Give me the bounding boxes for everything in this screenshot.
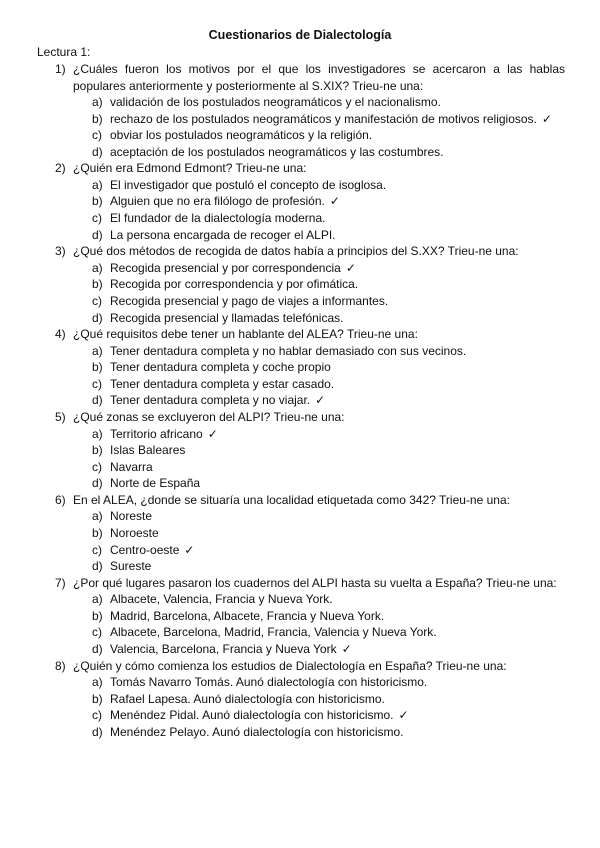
option-list xyxy=(0,674,600,740)
option-text xyxy=(110,260,356,277)
answer-option xyxy=(0,293,600,310)
option-letter: a) xyxy=(92,592,103,607)
option-letter: d) xyxy=(92,310,103,325)
option-letter: c) xyxy=(92,542,102,557)
answer-option xyxy=(0,508,600,525)
option-text xyxy=(110,293,388,310)
question xyxy=(0,326,600,409)
question xyxy=(0,492,600,575)
option-label: Territorio africano xyxy=(110,426,203,441)
answer-option xyxy=(0,475,600,492)
question-number: 3) xyxy=(55,244,66,259)
question-text: En el ALEA, ¿donde se situaría una localidad etiquetada como 342? Trieu-ne una: xyxy=(73,492,510,507)
option-text xyxy=(110,310,343,327)
answer-option xyxy=(0,591,600,608)
option-text xyxy=(110,459,153,476)
option-text xyxy=(110,591,333,608)
checkmark-icon: ✓ xyxy=(184,542,195,557)
question-text: ¿Quién era Edmond Edmont? Trieu-ne una: xyxy=(73,161,307,176)
answer-option xyxy=(0,442,600,459)
option-label: Navarra xyxy=(110,459,153,474)
option-letter: a) xyxy=(92,177,103,192)
option-letter: c) xyxy=(92,211,102,226)
option-label: Tomás Navarro Tomás. Aunó dialectología con historicismo. xyxy=(110,675,428,690)
option-letter: a) xyxy=(92,675,103,690)
question-number: 7) xyxy=(55,575,66,590)
option-letter: b) xyxy=(92,691,103,706)
option-label: Albacete, Valencia, Francia y Nueva York. xyxy=(110,592,333,607)
checkmark-icon: ✓ xyxy=(207,426,218,441)
option-text xyxy=(110,193,340,210)
option-text xyxy=(110,707,409,724)
option-letter: a) xyxy=(92,426,103,441)
page-title: Cuestionarios de Dialectología xyxy=(208,28,392,42)
answer-option xyxy=(0,707,600,724)
answer-option xyxy=(0,359,600,376)
option-letter: d) xyxy=(92,559,103,574)
answer-option xyxy=(0,525,600,542)
answer-option xyxy=(0,608,600,625)
option-list xyxy=(0,508,600,574)
option-letter: c) xyxy=(92,708,102,723)
option-text xyxy=(110,475,200,492)
answer-option xyxy=(0,392,600,409)
option-letter: d) xyxy=(92,642,103,657)
option-letter: d) xyxy=(92,144,103,159)
option-label: Alguien que no era filólogo de profesión. xyxy=(110,194,325,209)
option-letter: c) xyxy=(92,459,102,474)
option-letter: b) xyxy=(92,194,103,209)
option-letter: c) xyxy=(92,376,102,391)
question xyxy=(0,243,600,326)
option-label: Tener dentadura completa y no viajar. xyxy=(110,393,311,408)
option-list xyxy=(0,94,600,160)
checkmark-icon: ✓ xyxy=(541,111,552,126)
option-label: El fundador de la dialectología moderna. xyxy=(110,211,326,226)
option-list xyxy=(0,343,600,409)
option-letter: d) xyxy=(92,227,103,242)
option-label: Recogida presencial y pago de viajes a informantes. xyxy=(110,293,389,308)
option-text xyxy=(110,542,194,559)
option-text xyxy=(110,94,441,111)
option-letter: d) xyxy=(92,476,103,491)
option-text xyxy=(110,691,385,708)
answer-option xyxy=(0,376,600,393)
option-text xyxy=(110,177,386,194)
option-text xyxy=(110,227,336,244)
option-text xyxy=(110,111,552,128)
answer-option xyxy=(0,276,600,293)
option-label: Rafael Lapesa. Aunó dialectología con historicismo. xyxy=(110,691,385,706)
option-label: Tener dentadura completa y estar casado. xyxy=(110,376,335,391)
checkmark-icon: ✓ xyxy=(341,642,352,657)
option-text xyxy=(110,426,218,443)
answer-option xyxy=(0,193,600,210)
option-text xyxy=(110,127,372,144)
section-label: Lectura 1: xyxy=(37,45,91,59)
answer-option xyxy=(0,210,600,227)
option-label: Tener dentadura completa y coche propio xyxy=(110,360,331,375)
option-list xyxy=(0,260,600,326)
answer-option xyxy=(0,144,600,161)
option-label: Madrid, Barcelona, Albacete, Francia y Nueva York. xyxy=(110,608,385,623)
question-text: ¿Por qué lugares pasaron los cuadernos del ALPI hasta su vuelta a España? Trieu-ne una: xyxy=(73,575,557,590)
question xyxy=(0,658,600,741)
option-label: Noroeste xyxy=(110,525,159,540)
option-letter: b) xyxy=(92,111,103,126)
answer-option xyxy=(0,558,600,575)
option-letter: c) xyxy=(92,625,102,640)
question-number: 6) xyxy=(55,492,66,507)
option-label: El investigador que postuló el concepto de isoglosa. xyxy=(110,177,387,192)
option-letter: c) xyxy=(92,128,102,143)
answer-option xyxy=(0,343,600,360)
answer-option xyxy=(0,426,600,443)
option-text xyxy=(110,724,404,741)
option-label: Recogida presencial y por correspondencia xyxy=(110,260,341,275)
option-label: Menéndez Pelayo. Aunó dialectología con historicismo. xyxy=(110,724,404,739)
answer-option xyxy=(0,542,600,559)
answer-option xyxy=(0,641,600,658)
option-text xyxy=(110,508,152,525)
question xyxy=(0,61,600,160)
answer-option xyxy=(0,260,600,277)
answer-option xyxy=(0,94,600,111)
answer-option xyxy=(0,111,600,128)
checkmark-icon: ✓ xyxy=(329,194,340,209)
option-letter: b) xyxy=(92,277,103,292)
option-label: Recogida presencial y llamadas telefónicas. xyxy=(110,310,344,325)
question xyxy=(0,575,600,658)
option-text xyxy=(110,210,325,227)
option-label: Sureste xyxy=(110,559,152,574)
option-label: aceptación de los postulados neogramáticos y las costumbres. xyxy=(110,144,444,159)
option-letter: a) xyxy=(92,260,103,275)
option-label: obviar los postulados neogramáticos y la religión. xyxy=(110,128,373,143)
option-list xyxy=(0,177,600,243)
question-text: ¿Qué zonas se excluyeron del ALPI? Trieu-ne una: xyxy=(73,410,345,424)
question xyxy=(0,409,600,492)
option-text xyxy=(110,624,437,641)
answer-option xyxy=(0,127,600,144)
option-text xyxy=(110,525,159,542)
option-text xyxy=(110,376,334,393)
option-text xyxy=(110,558,151,575)
option-text xyxy=(110,674,427,691)
option-label: Recogida por correspondencia y por ofimática. xyxy=(110,277,359,292)
option-letter: d) xyxy=(92,393,103,408)
option-text xyxy=(110,392,325,409)
question xyxy=(0,160,600,243)
checkmark-icon: ✓ xyxy=(398,708,409,723)
option-label: Noreste xyxy=(110,509,153,524)
answer-option xyxy=(0,310,600,327)
answer-option xyxy=(0,177,600,194)
answer-option xyxy=(0,691,600,708)
option-letter: c) xyxy=(92,293,102,308)
option-text xyxy=(110,359,331,376)
option-letter: b) xyxy=(92,608,103,623)
answer-option xyxy=(0,624,600,641)
option-text xyxy=(110,144,444,161)
checkmark-icon: ✓ xyxy=(345,260,356,275)
answer-option xyxy=(0,674,600,691)
option-label: Norte de España xyxy=(110,476,201,491)
question-number: 5) xyxy=(55,410,66,424)
question-number: 1) xyxy=(55,62,66,76)
question-text: ¿Cuáles fueron los motivos por el que los investigadores se acercaron a las hablas populares anteriormente y posteriormente al S.XIX? Trieu-ne una: xyxy=(73,62,565,93)
option-letter: b) xyxy=(92,443,103,458)
option-letter: a) xyxy=(92,95,103,109)
option-text xyxy=(110,608,384,625)
option-text xyxy=(110,442,185,459)
option-label: validación de los postulados neogramáticos y el nacionalismo. xyxy=(110,95,441,109)
option-label: Centro-oeste xyxy=(110,542,180,557)
answer-option xyxy=(0,724,600,741)
option-list xyxy=(0,426,600,492)
option-letter: b) xyxy=(92,360,103,375)
option-label: rechazo de los postulados neogramáticos y manifestación de motivos religiosos. xyxy=(110,111,537,126)
question-number: 2) xyxy=(55,161,66,176)
option-letter: d) xyxy=(92,724,103,739)
option-letter: b) xyxy=(92,525,103,540)
option-letter: a) xyxy=(92,509,103,524)
question-number: 4) xyxy=(55,327,66,342)
option-label: Valencia, Barcelona, Francia y Nueva York xyxy=(110,642,337,657)
answer-option xyxy=(0,459,600,476)
option-label: Menéndez Pidal. Aunó dialectología con historicismo. xyxy=(110,708,394,723)
question-list xyxy=(0,61,600,741)
answer-option xyxy=(0,227,600,244)
option-label: Tener dentadura completa y no hablar demasiado con sus vecinos. xyxy=(110,343,467,358)
option-text xyxy=(110,276,358,293)
checkmark-icon: ✓ xyxy=(315,393,326,408)
option-text xyxy=(110,343,466,360)
question-text: ¿Qué dos métodos de recogida de datos había a principios del S.XX? Trieu-ne una: xyxy=(73,244,519,259)
option-list xyxy=(0,591,600,657)
option-label: Albacete, Barcelona, Madrid, Francia, Valencia y Nueva York. xyxy=(110,625,437,640)
option-text xyxy=(110,641,352,658)
option-letter: a) xyxy=(92,343,103,358)
option-label: La persona encargada de recoger el ALPI. xyxy=(110,227,336,242)
question-text: ¿Quién y cómo comienza los estudios de Dialectología en España? Trieu-ne una: xyxy=(73,658,507,673)
question-number: 8) xyxy=(55,658,66,673)
question-text: ¿Qué requisitos debe tener un hablante del ALEA? Trieu-ne una: xyxy=(73,327,418,342)
option-label: Islas Baleares xyxy=(110,443,186,458)
